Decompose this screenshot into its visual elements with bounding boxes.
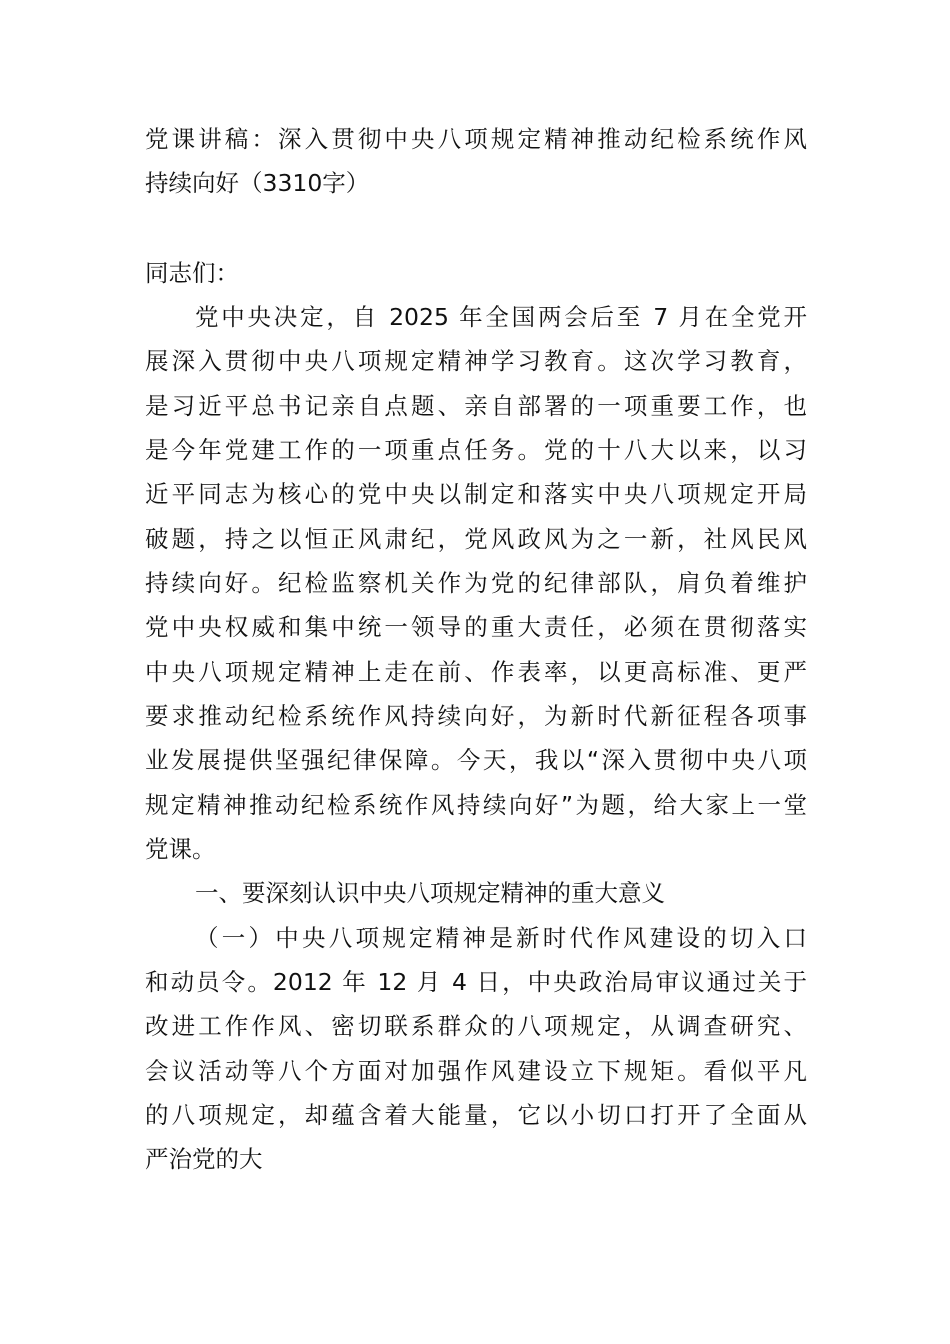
paragraph-line: 和动员令。2012 年 12 月 4 日，中央政治局审议通过关于 [145, 968, 807, 996]
paragraph-line: 展深入贯彻中央八项规定精神学习教育。这次学习教育， [145, 347, 807, 375]
paragraph-line: 破题，持之以恒正风肃纪，党风政风为之一新，社风民风 [145, 525, 807, 553]
paragraph-line: 持续向好。纪检监察机关作为党的纪律部队，肩负着维护 [145, 569, 807, 597]
paragraph-line: 党课。 [145, 835, 216, 863]
paragraph-line: 党中央权威和集中统一领导的重大责任，必须在贯彻落实 [145, 613, 807, 641]
paragraph-line: 要求推动纪检系统作风持续向好，为新时代新征程各项事 [145, 702, 807, 730]
paragraph-line: （一）中央八项规定精神是新时代作风建设的切入口 [195, 924, 807, 952]
paragraph-line: 近平同志为核心的党中央以制定和落实中央八项规定开局 [145, 480, 807, 508]
document-title-line-1: 党课讲稿：深入贯彻中央八项规定精神推动纪检系统作风 [145, 125, 807, 153]
paragraph-line: 中央八项规定精神上走在前、作表率，以更高标准、更严 [145, 658, 807, 686]
section-heading: 一、要深刻认识中央八项规定精神的重大意义 [195, 879, 665, 907]
paragraph-line: 严治党的大 [145, 1145, 263, 1173]
paragraph-line: 会议活动等八个方面对加强作风建设立下规矩。看似平凡 [145, 1057, 807, 1085]
paragraph-line: 规定精神推动纪检系统作风持续向好”为题，给大家上一堂 [145, 791, 807, 819]
document-title-line-2: 持续向好（3310字） [145, 169, 370, 197]
paragraph-line: 是今年党建工作的一项重点任务。党的十八大以来，以习 [145, 436, 807, 464]
paragraph-line: 业发展提供坚强纪律保障。今天，我以“深入贯彻中央八项 [145, 746, 807, 774]
paragraph-line: 党中央决定，自 2025 年全国两会后至 7 月在全党开 [195, 303, 807, 331]
paragraph-line: 的八项规定，却蕴含着大能量，它以小切口打开了全面从 [145, 1101, 807, 1129]
paragraph-line: 改进工作作风、密切联系群众的八项规定，从调查研究、 [145, 1012, 807, 1040]
paragraph-line: 是习近平总书记亲自点题、亲自部署的一项重要工作，也 [145, 392, 807, 420]
salutation: 同志们： [145, 259, 239, 287]
